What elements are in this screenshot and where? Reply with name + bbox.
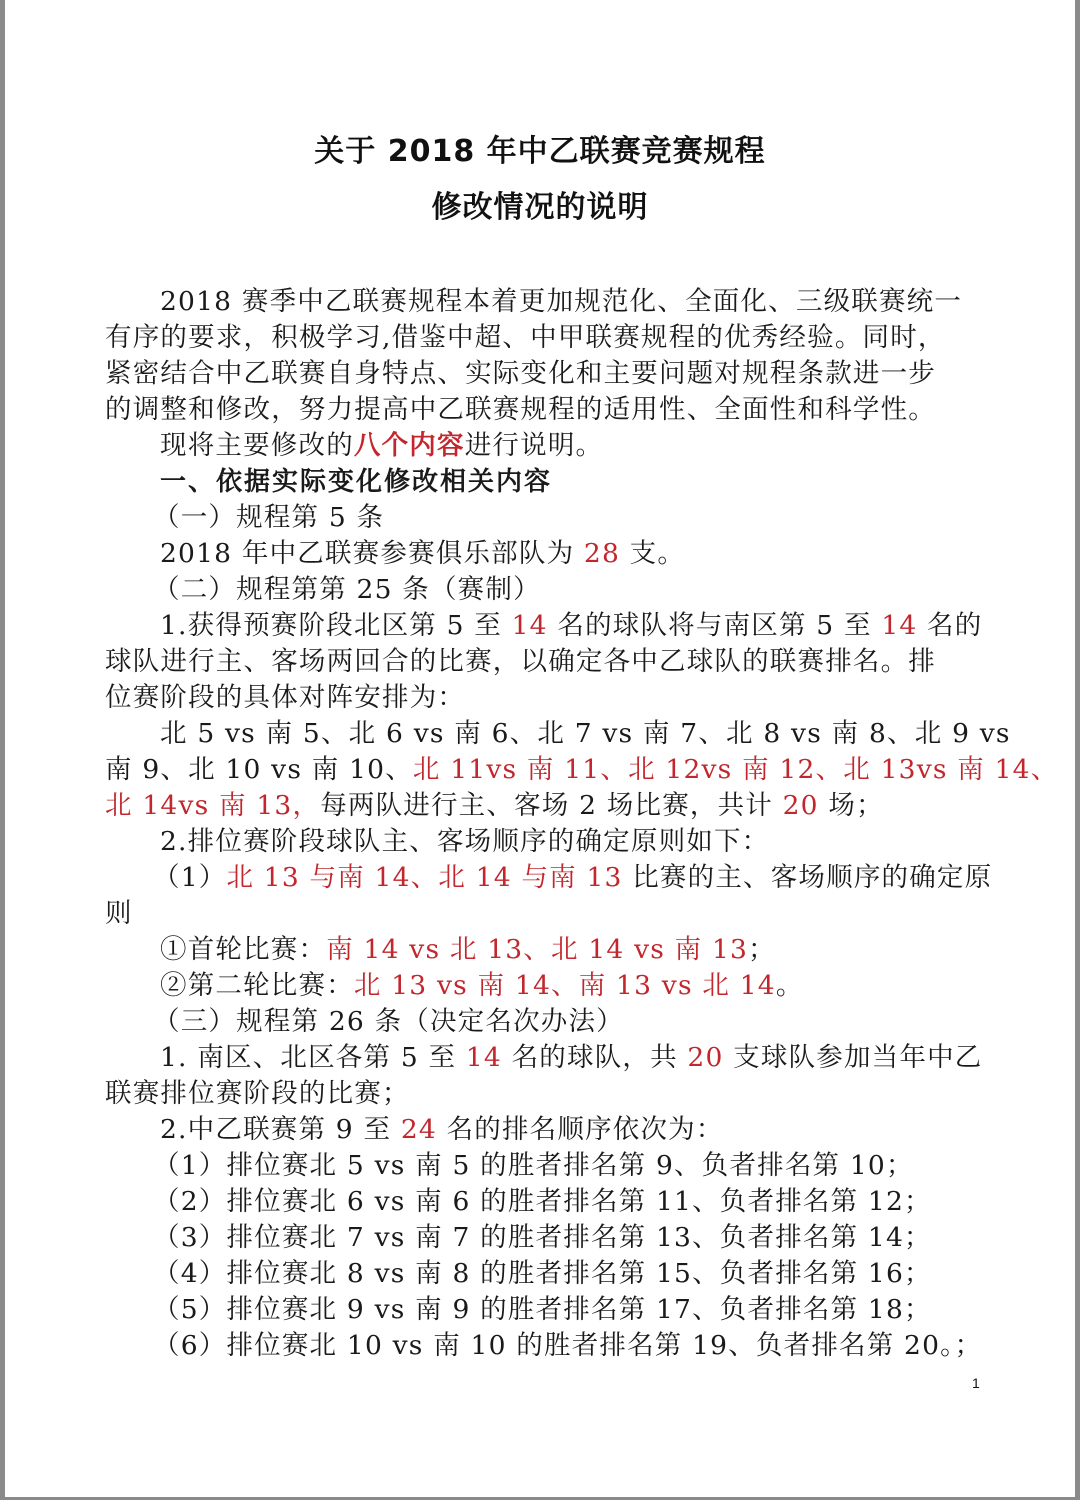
summary-line: 现将主要修改的八个内容进行说明。 <box>160 430 604 461</box>
intro-paragraph-line: 紧密结合中乙联赛自身特点、实际变化和主要问题对规程条款进一步 <box>105 358 936 389</box>
pairs-line: 南 9、北 10 vs 南 10、北 11vs 南 11、北 12vs 南 12、北 13vs 南 14、 <box>105 754 1059 785</box>
document-page <box>5 0 1075 1497</box>
round1-line: ①首轮比赛：南 14 vs 北 13、北 14 vs 南 13； <box>160 934 776 965</box>
sub3-item1-line: 联赛排位赛阶段的比赛； <box>105 1078 410 1109</box>
document-title-line1: 关于 2018 年中乙联赛竞赛规程 <box>314 134 766 169</box>
sub1-heading: （一）规程第 5 条 <box>153 502 385 533</box>
highlight-eight-items: 八个内容 <box>353 430 465 461</box>
sub1-text: 2018 年中乙联赛参赛俱乐部队为 28 支。 <box>160 538 686 569</box>
sub2-item1-line: 1.获得预赛阶段北区第 5 至 14 名的球队将与南区第 5 至 14 名的 <box>160 610 983 641</box>
intro-paragraph-line: 的调整和修改，努力提高中乙联赛规程的适用性、全面性和科学性。 <box>105 394 936 425</box>
page-number: 1 <box>972 1375 980 1391</box>
section1-heading: 一、依据实际变化修改相关内容 <box>160 467 553 497</box>
ranking-item: （4）排位赛北 8 vs 南 8 的胜者排名第 15、负者排名第 16； <box>153 1258 932 1289</box>
pairs-line: 北 14vs 南 13，每两队进行主、客场 2 场比赛，共计 20 场； <box>105 790 884 821</box>
rule1-line: （1）北 13 与南 14、北 14 与南 13 比赛的主、客场顺序的确定原 <box>153 862 993 893</box>
ranking-item: （6）排位赛北 10 vs 南 10 的胜者排名第 19、负者排名第 20。； <box>153 1330 983 1361</box>
pairs-line: 北 5 vs 南 5、北 6 vs 南 6、北 7 vs 南 7、北 8 vs 南 8、北 9 vs <box>160 718 1011 749</box>
sub3-item1-line: 1. 南区、北区各第 5 至 14 名的球队，共 20 支球队参加当年中乙 <box>160 1042 983 1073</box>
rule1-line: 则 <box>105 898 133 929</box>
sub2-item2: 2.排位赛阶段球队主、客场顺序的确定原则如下： <box>160 826 770 857</box>
sub2-item1-line: 球队进行主、客场两回合的比赛，以确定各中乙球队的联赛排名。排 <box>105 646 936 677</box>
sub2-item1-line: 位赛阶段的具体对阵安排为： <box>105 682 466 713</box>
ranking-item: （1）排位赛北 5 vs 南 5 的胜者排名第 9、负者排名第 10； <box>153 1150 914 1181</box>
intro-paragraph-line: 有序的要求，积极学习,借鉴中超、中甲联赛规程的优秀经验。同时， <box>105 322 946 353</box>
round2-line: ②第二轮比赛：北 13 vs 南 14、南 13 vs 北 14。 <box>160 970 804 1001</box>
sub3-item2: 2.中乙联赛第 9 至 24 名的排名顺序依次为： <box>160 1114 724 1145</box>
sub2-heading: （二）规程第第 25 条（赛制） <box>153 574 541 605</box>
ranking-item: （5）排位赛北 9 vs 南 9 的胜者排名第 17、负者排名第 18； <box>153 1294 932 1325</box>
sub3-heading: （三）规程第 26 条（决定名次办法） <box>153 1006 624 1037</box>
ranking-item: （2）排位赛北 6 vs 南 6 的胜者排名第 11、负者排名第 12； <box>153 1186 932 1217</box>
intro-paragraph-line: 2018 赛季中乙联赛规程本着更加规范化、全面化、三级联赛统一 <box>160 286 963 317</box>
ranking-item: （3）排位赛北 7 vs 南 7 的胜者排名第 13、负者排名第 14； <box>153 1222 932 1253</box>
document-title-line2: 修改情况的说明 <box>431 190 649 225</box>
